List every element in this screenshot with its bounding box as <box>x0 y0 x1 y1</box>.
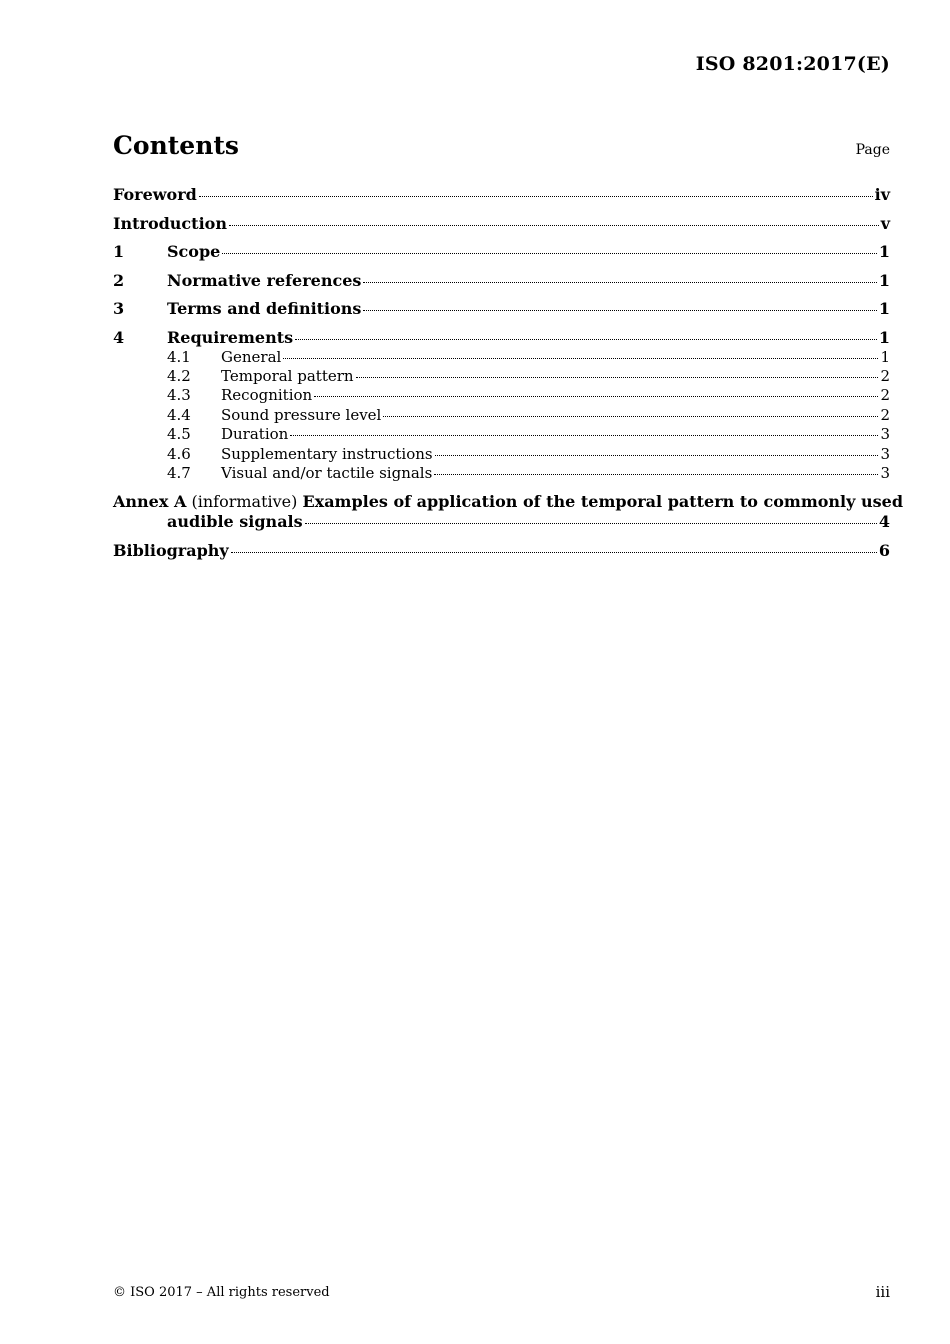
toc-subentry-temporal-pattern[interactable] <box>113 367 890 386</box>
toc-entry-annex-a[interactable] <box>113 492 903 541</box>
dot-leader <box>314 396 878 397</box>
toc-page-number: 2 <box>880 405 890 424</box>
toc-page-number: 3 <box>880 425 890 444</box>
toc-title: Duration <box>221 425 289 444</box>
toc-page-number: 1 <box>878 270 890 290</box>
annex-title-line1: Examples of application of the temporal pattern to commonly used <box>302 492 903 512</box>
toc-section-number: 2 <box>113 270 125 290</box>
toc-section-number: 4.1 <box>167 347 191 366</box>
dot-leader <box>356 377 879 378</box>
dot-leader <box>199 196 873 197</box>
annex-qualifier: (informative) <box>191 492 298 512</box>
toc-entry-scope[interactable] <box>113 242 890 271</box>
toc-page-number: 1 <box>878 299 890 319</box>
dot-leader <box>363 310 876 311</box>
toc-page-number: 1 <box>880 347 890 366</box>
toc-title: Scope <box>167 242 221 262</box>
toc-title: Foreword <box>113 185 197 204</box>
toc-page-number: 1 <box>878 242 890 262</box>
toc-title: Supplementary instructions <box>221 444 433 463</box>
toc-page-number: 2 <box>880 366 890 385</box>
toc-page-number: 1 <box>878 327 890 347</box>
dot-leader <box>305 523 877 524</box>
toc-entry-foreword[interactable] <box>113 185 890 214</box>
table-of-contents <box>113 185 903 569</box>
toc-page-number: 3 <box>880 444 890 463</box>
dot-leader <box>435 455 879 456</box>
toc-title: General <box>221 347 282 366</box>
toc-title: Bibliography <box>113 540 229 560</box>
toc-entry-bibliography[interactable] <box>113 541 890 570</box>
toc-section-number: 3 <box>113 299 125 319</box>
toc-subentry-visual-tactile-signals[interactable] <box>113 464 890 483</box>
dot-leader <box>290 435 878 436</box>
toc-page-number: 4 <box>878 512 890 532</box>
toc-entry-terms-and-definitions[interactable] <box>113 299 890 328</box>
toc-page-number: v <box>880 213 890 233</box>
toc-subentry-general[interactable] <box>113 348 890 367</box>
toc-title: Visual and/or tactile signals <box>221 463 433 482</box>
dot-leader <box>229 225 879 226</box>
toc-entry-introduction[interactable] <box>113 214 890 243</box>
page-number: iii <box>875 1283 890 1301</box>
toc-entry-normative-references[interactable] <box>113 271 890 300</box>
toc-section-number: 4.6 <box>167 444 191 463</box>
toc-subentry-sound-pressure-level[interactable] <box>113 406 890 425</box>
toc-subentry-duration[interactable] <box>113 425 890 444</box>
dot-leader <box>295 339 877 340</box>
dot-leader <box>383 416 878 417</box>
dot-leader <box>222 253 877 254</box>
toc-subentry-recognition[interactable] <box>113 386 890 405</box>
dot-leader <box>283 358 878 359</box>
toc-title: Sound pressure level <box>221 405 382 424</box>
annex-title-line2: audible signals <box>167 512 303 532</box>
contents-heading: Contents <box>113 131 240 160</box>
toc-page-number: 6 <box>878 540 890 560</box>
toc-section-number: 4.3 <box>167 386 191 405</box>
copyright-notice: © ISO 2017 – All rights reserved <box>113 1285 330 1300</box>
toc-title: Requirements <box>167 327 294 347</box>
toc-title: Recognition <box>221 386 313 405</box>
toc-title: Temporal pattern <box>221 366 354 385</box>
toc-page-number: iv <box>874 185 890 204</box>
document-id: ISO 8201:2017(E) <box>695 53 890 75</box>
page-column-label: Page <box>855 142 890 158</box>
toc-section-number: 4.7 <box>167 463 191 482</box>
toc-section-number: 4.4 <box>167 405 191 424</box>
dot-leader <box>434 474 878 475</box>
toc-subentry-supplementary-instructions[interactable] <box>113 445 890 464</box>
dot-leader <box>231 552 877 553</box>
dot-leader <box>363 282 876 283</box>
toc-title: Normative references <box>167 270 362 290</box>
toc-section-number: 4.5 <box>167 425 191 444</box>
annex-label: Annex A <box>113 492 187 512</box>
toc-page-number: 3 <box>880 463 890 482</box>
toc-section-number: 1 <box>113 242 125 262</box>
toc-title: Introduction <box>113 213 227 233</box>
toc-title: Terms and definitions <box>167 299 362 319</box>
toc-section-number: 4 <box>113 327 125 347</box>
toc-section-number: 4.2 <box>167 366 191 385</box>
toc-page-number: 2 <box>880 386 890 405</box>
